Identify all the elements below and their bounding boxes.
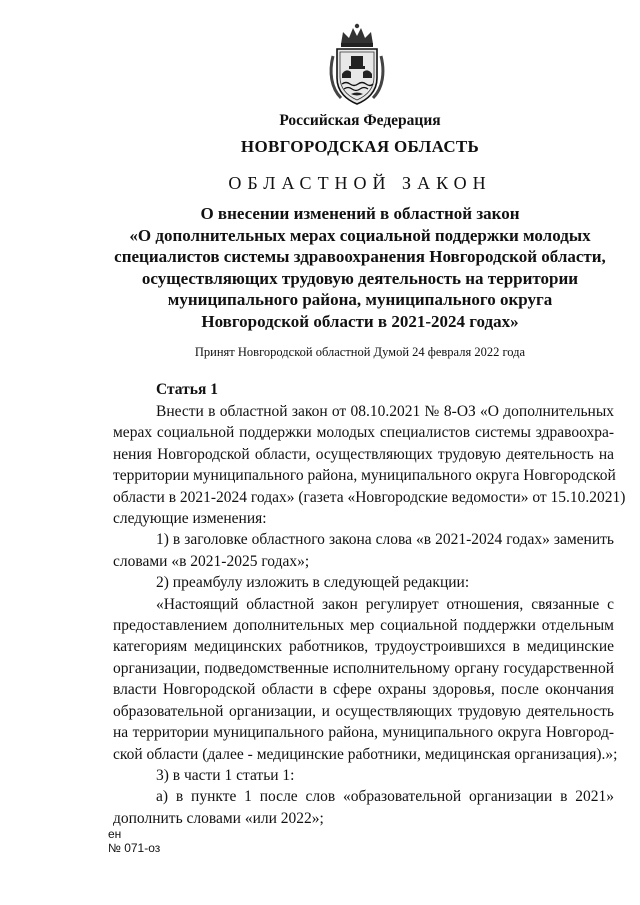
region-heading: НОВГОРОДСКАЯ ОБЛАСТЬ	[240, 137, 480, 156]
body-line: предоставлением дополнительных мер социальной поддержки отдельным	[113, 617, 614, 635]
body-line: дополнить словами «или 2022»;	[113, 809, 324, 827]
article-body	[113, 401, 626, 829]
body-line: области в 2021-2024 годах» (газета «Новгородские ведомости» от 15.10.2021)	[113, 488, 626, 506]
body-line: мерах социальной поддержки молодых специалистов системы здравоохра-	[113, 424, 614, 442]
body-line: следующие изменения:	[113, 510, 267, 528]
body-line: а) в пункте 1 после слов «образовательной организации в 2021»	[156, 788, 614, 806]
law-title-line: «О дополнительных мерах социальной поддержки молодых	[129, 225, 591, 245]
law-title-line: осуществляющих трудовую деятельность на территории	[141, 268, 579, 288]
federation-heading: Российская Федерация	[279, 112, 441, 129]
body-line: 3) в части 1 статьи 1:	[156, 766, 295, 784]
article-heading: Статья 1	[156, 381, 218, 398]
body-line: 2) преамбулу изложить в следующей редакции:	[156, 574, 470, 592]
body-line: на территории муниципального района, муниципального округа Новгород-	[113, 724, 614, 742]
body-line: словами «в 2021-2025 годах»;	[113, 552, 310, 570]
footer-initials: ен	[108, 827, 122, 841]
body-line: территории муниципального района, муниципального округа Новгородской	[113, 467, 616, 485]
footer-registration	[108, 827, 160, 855]
law-title-line: специалистов системы здравоохранения Новгородской области,	[114, 247, 606, 266]
coat-of-arms-icon	[327, 22, 387, 106]
footer-number: № 071-оз	[108, 841, 161, 855]
body-line: организации, подведомственные исполнительному органу государственной	[113, 659, 614, 677]
law-title	[94, 203, 626, 332]
law-title-line: О внесении изменений в областной закон	[200, 204, 520, 223]
body-line: образовательной организации, и осуществляющих трудовую деятельность	[113, 702, 614, 720]
body-line: 1) в заголовке областного закона слова «в 2021-2024 годах» заменить	[156, 531, 614, 549]
law-title-line: муниципального района, муниципального округа	[167, 290, 553, 309]
body-line: Внести в областной закон от 08.10.2021 № 8-ОЗ «О дополнительных	[156, 403, 614, 420]
law-title-line: Новгородской области в 2021-2024 годах»	[201, 311, 519, 331]
body-line: ской области (далее - медицинские работники, медицинская организация).»;	[113, 745, 618, 763]
body-line: нения Новгородской области, осуществляющих трудовую деятельность на	[113, 445, 614, 463]
body-line: категориям медицинских работников, трудоустроившихся в медицинские	[113, 638, 614, 656]
body-line: «Настоящий областной закон регулирует отношения, связанные с	[156, 595, 614, 613]
adoption-note: Принят Новгородской областной Думой 24 февраля 2022 года	[194, 345, 526, 359]
body-line: власти Новгородской области в сфере охраны здоровья, после окончания	[113, 681, 614, 699]
law-type-heading: ОБЛАСТНОЙ ЗАКОН	[228, 173, 492, 193]
